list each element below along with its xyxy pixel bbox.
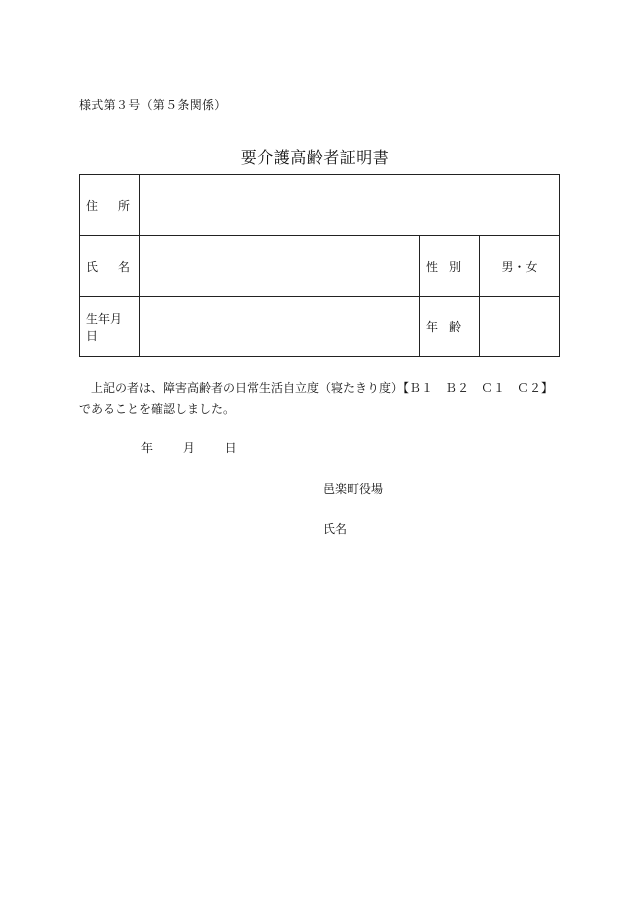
date-year: 年 <box>141 441 154 455</box>
name-label-char-1: 氏 <box>86 259 99 274</box>
name-label-char-2: 名 <box>117 259 130 274</box>
birthdate-row <box>80 297 560 357</box>
gender-label <box>420 236 480 297</box>
age-label <box>420 297 480 357</box>
gender-label-char-1: 性 <box>426 259 439 274</box>
date-month: 月 <box>182 441 195 455</box>
signer-name-label: 氏名 <box>323 522 348 536</box>
issuing-office: 邑楽町役場 <box>323 482 384 496</box>
address-row <box>80 175 560 236</box>
age-label-char-1: 年 <box>426 320 439 334</box>
name-row <box>80 236 560 297</box>
date-line <box>141 439 237 456</box>
name-value[interactable] <box>140 236 420 297</box>
address-label-char-1: 住 <box>86 198 99 213</box>
address-label <box>80 175 140 236</box>
address-value[interactable] <box>140 175 560 236</box>
gender-label-char-2: 別 <box>448 259 461 274</box>
birthdate-value[interactable] <box>140 297 420 357</box>
age-label-char-2: 齢 <box>448 320 461 334</box>
birthdate-label: 生年月日 <box>80 297 140 357</box>
statement-line-1: 上記の者は、障害高齢者の日常生活自立度（寝たきり度）【Ｂ１ Ｂ２ Ｃ１ Ｃ２】 <box>91 381 554 395</box>
address-label-char-2: 所 <box>117 198 130 213</box>
form-number: 様式第３号（第５条関係） <box>79 98 227 112</box>
gender-value[interactable]: 男・女 <box>480 236 560 297</box>
confirmation-statement <box>79 378 559 420</box>
statement-line-2: であることを確認しました。 <box>79 402 236 416</box>
certificate-table <box>79 174 560 357</box>
document-title: 要介護高齢者証明書 <box>240 148 390 167</box>
age-value[interactable] <box>480 297 560 357</box>
name-label <box>80 236 140 297</box>
date-day: 日 <box>224 441 237 455</box>
